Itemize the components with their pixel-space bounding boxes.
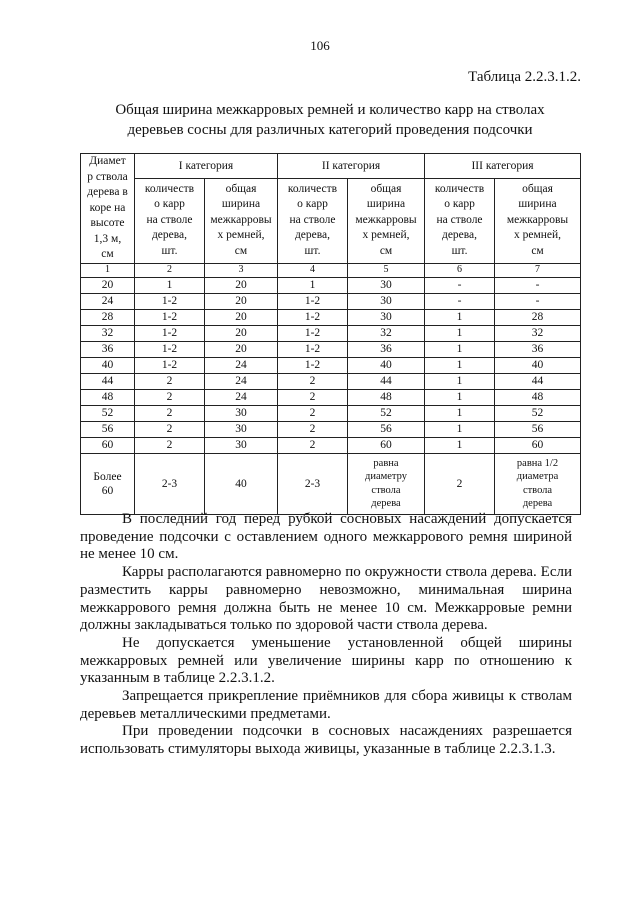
table-caption <box>80 100 580 140</box>
table-row <box>81 405 581 421</box>
table-cell: 60 <box>495 437 581 453</box>
table-cell: 30 <box>348 293 425 309</box>
table-cell: - <box>425 277 495 293</box>
count-header: количеств о карр на стволе дерева, шт. <box>278 178 348 263</box>
caption-line-1: Общая ширина межкарровых ремней и количество карр на стволах <box>115 102 545 118</box>
width-header: общая ширина межкарровы х ремней, см <box>348 178 425 263</box>
table-cell: 2 <box>135 373 205 389</box>
table-cell: равна диаметру ствола дерева <box>348 453 425 514</box>
sub-header-row <box>81 178 581 263</box>
table-row <box>81 437 581 453</box>
table-cell: 28 <box>81 309 135 325</box>
table-cell: 24 <box>205 357 278 373</box>
table-cell: 44 <box>495 373 581 389</box>
table-cell: 2 <box>135 405 205 421</box>
table-cell: 48 <box>81 389 135 405</box>
table-cell: 1-2 <box>135 341 205 357</box>
table-row <box>81 277 581 293</box>
table-cell: 1-2 <box>278 341 348 357</box>
table-cell: 24 <box>205 373 278 389</box>
table-cell: 40 <box>81 357 135 373</box>
table-cell: 52 <box>348 405 425 421</box>
table-cell: 32 <box>348 325 425 341</box>
table-row <box>81 293 581 309</box>
category-header-row <box>81 154 581 179</box>
table-cell: 24 <box>205 389 278 405</box>
table-cell: 20 <box>205 277 278 293</box>
table-cell: 56 <box>81 421 135 437</box>
table-cell: 20 <box>205 293 278 309</box>
column-index: 2 <box>135 263 205 277</box>
table-cell: 56 <box>348 421 425 437</box>
table-cell: 2 <box>278 405 348 421</box>
table-cell: 60 <box>348 437 425 453</box>
table-cell: 1-2 <box>135 293 205 309</box>
table-cell: 1-2 <box>278 293 348 309</box>
table-cell: 24 <box>81 293 135 309</box>
table-cell: 1 <box>425 421 495 437</box>
category-header-1: I категория <box>135 154 278 179</box>
table-cell: 2 <box>278 437 348 453</box>
table-cell: 2-3 <box>278 453 348 514</box>
column-index: 1 <box>81 263 135 277</box>
table-cell: 56 <box>495 421 581 437</box>
table-cell: равна 1/2 диаметра ствола дерева <box>495 453 581 514</box>
page-number: 106 <box>310 38 330 53</box>
table-cell: 48 <box>495 389 581 405</box>
paragraph: Карры располагаются равномерно по окружности ствола дерева. Если разместить карры равномерно невозможно, минимальная ширина межкаррового ремня должна быть не менее 10 см. Межкарровые ремни должны закладываться только по здоровой части ствола дерева. <box>80 564 572 634</box>
table-cell: 36 <box>348 341 425 357</box>
table-cell: 40 <box>495 357 581 373</box>
table-cell: 32 <box>495 325 581 341</box>
table-cell: 2 <box>278 373 348 389</box>
paragraph: При проведении подсочки в сосновых насаждениях разрешается использовать стимуляторы выхода живицы, указанные в таблице 2.2.3.1.3. <box>80 723 572 758</box>
count-header: количеств о карр на стволе дерева, шт. <box>425 178 495 263</box>
body-text <box>80 511 572 759</box>
diameter-header: Диамет р ствола дерева в коре на высоте 1,3 м, см <box>81 154 135 264</box>
table-cell: 1 <box>425 325 495 341</box>
data-rows <box>81 277 581 453</box>
table-cell: 1-2 <box>135 325 205 341</box>
category-header-3: III категория <box>425 154 581 179</box>
table-cell: 40 <box>348 357 425 373</box>
table-cell: 2 <box>135 437 205 453</box>
table-cell: - <box>495 293 581 309</box>
column-index: 4 <box>278 263 348 277</box>
table-cell: 1 <box>135 277 205 293</box>
table-reference: Таблица 2.2.3.1.2. <box>468 69 581 85</box>
table-cell: 20 <box>205 309 278 325</box>
column-index: 5 <box>348 263 425 277</box>
table-cell: 52 <box>81 405 135 421</box>
table-cell: 30 <box>205 405 278 421</box>
table-cell: 1-2 <box>278 325 348 341</box>
data-table <box>80 153 581 515</box>
table-cell: 1 <box>425 309 495 325</box>
table-cell: 60 <box>81 437 135 453</box>
count-header: количеств о карр на стволе дерева, шт. <box>135 178 205 263</box>
table-cell: - <box>495 277 581 293</box>
table-cell: 1 <box>425 437 495 453</box>
table-row <box>81 325 581 341</box>
table-cell: 40 <box>205 453 278 514</box>
width-header: общая ширина межкарровы х ремней, см <box>205 178 278 263</box>
table-cell: 1 <box>425 405 495 421</box>
table-cell: 1-2 <box>135 357 205 373</box>
table-cell: 30 <box>205 421 278 437</box>
width-header: общая ширина межкарровы х ремней, см <box>495 178 581 263</box>
table-row <box>81 421 581 437</box>
paragraph: Не допускается уменьшение установленной общей ширины межкарровых ремней или увеличение ширины карр по отношению к указанным в таблице 2.2.3.1.2. <box>80 634 572 687</box>
table-cell: 32 <box>81 325 135 341</box>
table-cell: 36 <box>495 341 581 357</box>
table-cell: 44 <box>81 373 135 389</box>
table-row <box>81 373 581 389</box>
table-cell: 1 <box>425 357 495 373</box>
paragraph: В последний год перед рубкой сосновых насаждений допускается проведение подсочки с оставлением одного межкаррового ремня шириной не менее 10 см. <box>80 511 572 563</box>
paragraph: Запрещается прикрепление приёмников для сбора живицы к стволам деревьев металлическими предметами. <box>80 688 572 722</box>
column-index: 3 <box>205 263 278 277</box>
caption-line-2: деревьев сосны для различных категорий проведения подсочки <box>127 122 533 138</box>
category-header-2: II категория <box>278 154 425 179</box>
table-row-over-60 <box>81 453 581 514</box>
table-cell: - <box>425 293 495 309</box>
table-cell: 20 <box>205 325 278 341</box>
table-cell: 1-2 <box>278 309 348 325</box>
table-cell: 2 <box>135 389 205 405</box>
table-cell: 28 <box>495 309 581 325</box>
table-cell: 1-2 <box>135 309 205 325</box>
table-cell: 44 <box>348 373 425 389</box>
table-cell: 2 <box>278 389 348 405</box>
table-row <box>81 357 581 373</box>
table-cell: 30 <box>348 277 425 293</box>
table-row <box>81 309 581 325</box>
table-cell: 1 <box>278 277 348 293</box>
table-cell: 2 <box>278 421 348 437</box>
table-cell: 2-3 <box>135 453 205 514</box>
table-cell: 20 <box>81 277 135 293</box>
table-cell: 1 <box>425 373 495 389</box>
table-row <box>81 341 581 357</box>
column-index-row <box>81 263 581 277</box>
column-index: 7 <box>495 263 581 277</box>
table-cell: 1 <box>425 341 495 357</box>
table-cell: 30 <box>348 309 425 325</box>
table-cell: 2 <box>425 453 495 514</box>
table-cell: 20 <box>205 341 278 357</box>
table-cell: 1-2 <box>278 357 348 373</box>
table-row <box>81 389 581 405</box>
table-cell: 1 <box>425 389 495 405</box>
table-cell: 2 <box>135 421 205 437</box>
column-index: 6 <box>425 263 495 277</box>
table-cell: 36 <box>81 341 135 357</box>
table-cell: Более 60 <box>81 453 135 514</box>
table-cell: 48 <box>348 389 425 405</box>
table-cell: 52 <box>495 405 581 421</box>
table-cell: 30 <box>205 437 278 453</box>
